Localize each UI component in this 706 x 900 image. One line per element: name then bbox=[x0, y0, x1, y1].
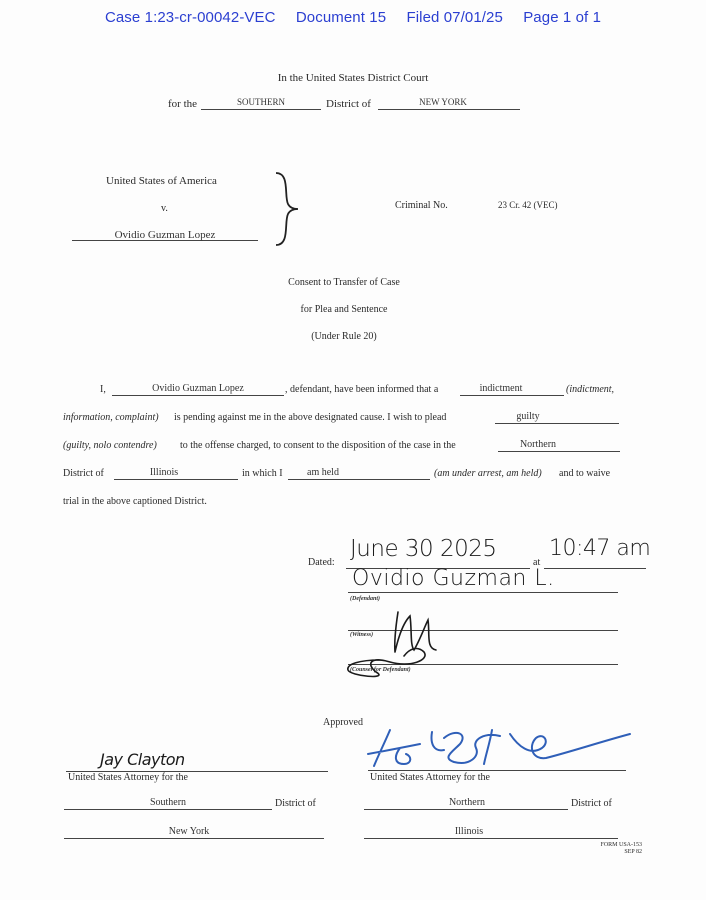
left-district-of-label: District of bbox=[275, 798, 316, 809]
approved-label: Approved bbox=[323, 717, 363, 728]
witness-label: (Witness) bbox=[350, 632, 374, 638]
district-value: SOUTHERN bbox=[236, 97, 285, 107]
body-transferee-state: Illinois bbox=[149, 467, 179, 478]
counsel-signature-mark bbox=[340, 590, 470, 685]
page-number: Page 1 of 1 bbox=[523, 9, 602, 26]
plaintiff-name: United States of America bbox=[106, 175, 217, 187]
left-state: New York bbox=[168, 826, 210, 837]
court-title: In the United States District Court bbox=[277, 72, 429, 84]
form-identifier bbox=[586, 842, 642, 856]
body-text-3: to the offense charged, to consent to the disposition of the case in the bbox=[180, 440, 456, 451]
defendant-signature: Ovidio Guzman L. bbox=[352, 566, 555, 591]
form-id-line2: SEP 82 bbox=[624, 849, 642, 855]
left-state-line bbox=[64, 838, 324, 839]
right-state-line bbox=[364, 838, 618, 839]
right-district-of-label: District of bbox=[571, 798, 612, 809]
status-line bbox=[288, 479, 430, 480]
right-attorney-title: United States Attorney for the bbox=[370, 772, 490, 783]
plea-line bbox=[495, 423, 619, 424]
defendant-name-line bbox=[112, 395, 284, 396]
right-attorney-signature-line bbox=[368, 770, 626, 771]
left-district: Southern bbox=[149, 797, 187, 808]
charge-line bbox=[460, 395, 564, 396]
left-attorney-signature: Jay Clayton bbox=[100, 750, 185, 769]
body-plea: guilty bbox=[516, 411, 540, 422]
doc-title-line1: Consent to Transfer of Case bbox=[288, 277, 400, 288]
body-option-3: (am under arrest, am held) bbox=[434, 468, 542, 479]
time-line bbox=[544, 568, 646, 569]
transferee-district-line bbox=[498, 451, 620, 452]
body-option-1: (indictment, bbox=[566, 384, 615, 395]
ecf-filing-header bbox=[0, 9, 706, 26]
state-line bbox=[378, 109, 520, 110]
body-charge-doc: indictment bbox=[479, 383, 523, 394]
right-district: Northern bbox=[448, 797, 486, 808]
caption-brace bbox=[268, 170, 302, 248]
body-text-5: in which I bbox=[242, 468, 283, 479]
district-of-label: District of bbox=[326, 98, 371, 110]
doc-title-line3: (Under Rule 20) bbox=[311, 331, 377, 342]
handwritten-date: June 30 2025 bbox=[350, 536, 497, 562]
criminal-no-label: Criminal No. bbox=[395, 200, 448, 211]
defendant-caption-name: Ovidio Guzman Lopez bbox=[114, 229, 216, 241]
right-district-line bbox=[364, 809, 568, 810]
at-label: at bbox=[533, 557, 541, 568]
body-status: am held bbox=[307, 467, 339, 478]
body-option-1b: information, complaint) bbox=[63, 412, 159, 423]
left-attorney-title: United States Attorney for the bbox=[68, 772, 188, 783]
state-value: NEW YORK bbox=[419, 97, 467, 107]
filed-date: Filed 07/01/25 bbox=[406, 9, 503, 26]
body-text-2: is pending against me in the above designated cause. I wish to plead bbox=[174, 412, 447, 423]
handwritten-time: 10:47 am bbox=[549, 536, 651, 561]
versus: v. bbox=[161, 203, 168, 214]
body-text-7: trial in the above captioned District. bbox=[63, 496, 207, 507]
body-transferee-district: Northern bbox=[519, 439, 557, 450]
case-number: Case 1:23-cr-00042-VEC bbox=[104, 9, 276, 26]
left-district-line bbox=[64, 809, 272, 810]
for-the-label: for the bbox=[168, 98, 198, 110]
transferee-state-line bbox=[114, 479, 238, 480]
body-text-4: District of bbox=[63, 468, 104, 479]
document-number: Document 15 bbox=[295, 9, 387, 26]
body-i: I, bbox=[100, 384, 106, 395]
doc-title-line2: for Plea and Sentence bbox=[300, 304, 388, 315]
right-attorney-signature bbox=[360, 716, 640, 776]
defendant-label: (Defendant) bbox=[350, 596, 380, 602]
dated-label: Dated: bbox=[308, 557, 335, 568]
body-defendant-name: Ovidio Guzman Lopez bbox=[152, 383, 244, 394]
body-text-6: and to waive bbox=[559, 468, 611, 479]
counsel-label: (Counsel for Defendant) bbox=[350, 667, 411, 673]
body-text-1: , defendant, have been informed that a bbox=[285, 384, 439, 395]
body-option-2: (guilty, nolo contendre) bbox=[63, 440, 157, 451]
right-state: Illinois bbox=[454, 826, 484, 837]
form-id-line1: FORM USA-153 bbox=[600, 842, 642, 848]
criminal-no-value: 23 Cr. 42 (VEC) bbox=[498, 200, 558, 210]
district-line bbox=[201, 109, 321, 110]
